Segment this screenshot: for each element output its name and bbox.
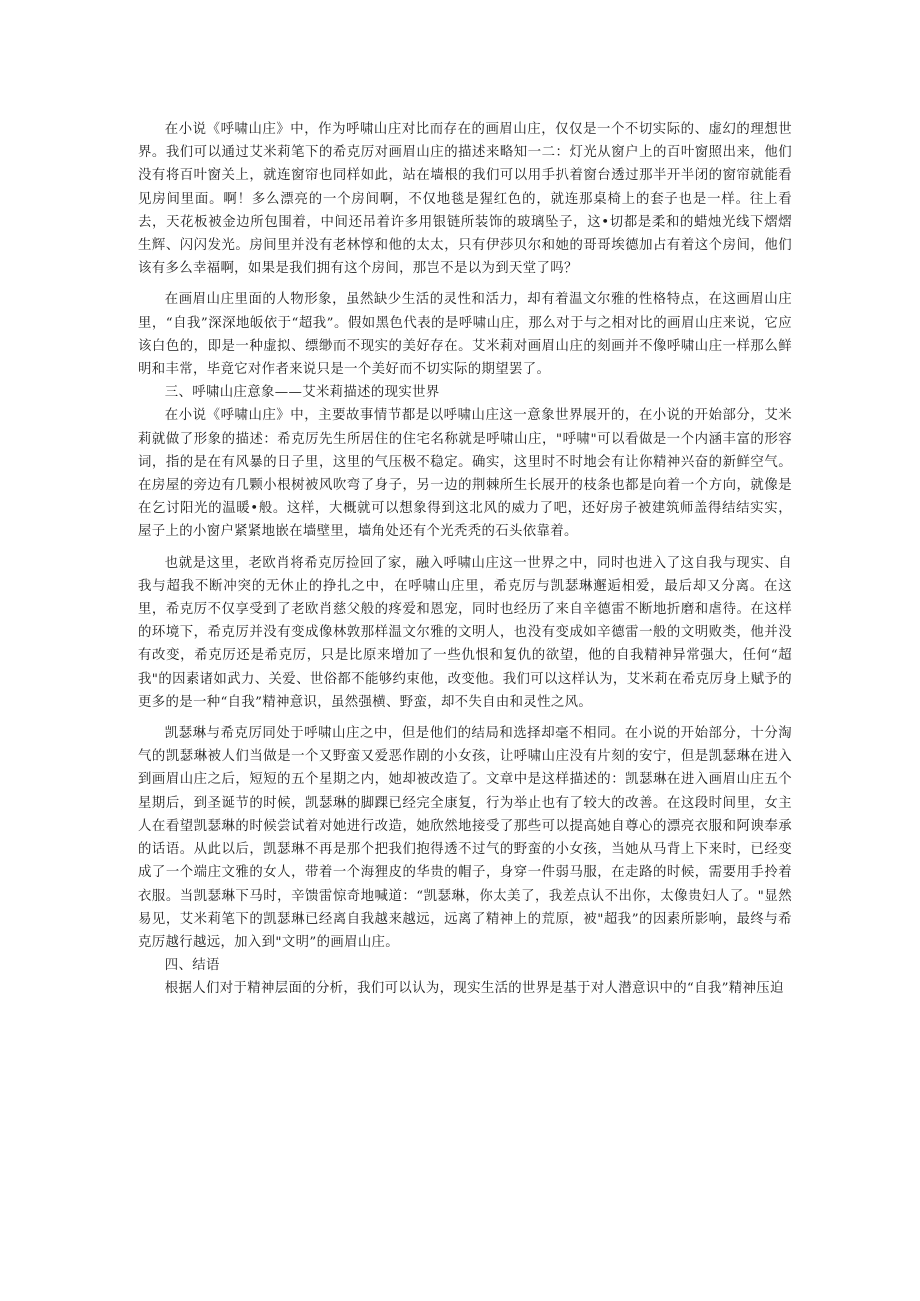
paragraph-conclusion: 根据人们对于精神层面的分析，我们可以认为，现实生活的世界是基于对人潜意识中的“自我”精神压迫 — [164, 981, 784, 997]
paragraph-wuthering-heights-imagery: 在小说《呼啸山庄》中，主要故事情节都是以呼啸山庄这一意象世界展开的，在小说的开始部分，艾米莉就做了形象的描述：希克厉先生所居住的住宅名称就是呼啸山庄，"呼啸"可以看做是一个内涵丰富的形容词，指的是在有风暴的日子里，这里的气压极不稳定。确实，这里时不时地会有让你精神兴奋的新鲜空气。在房屋的旁边有几颗小根树被风吹弯了身子，另一边的荆棘所生长展开的枝条也都是向着一个方向，就像是在乞讨阳光的温暖•般。这样，大概就可以想象得到这北风的威力了吧，还好房子被建筑师盖得结结实实，屋子上的小窗户紧紧地嵌在墙壁里，墙角处还有个光秃秃的石头依靠着。 — [138, 408, 792, 540]
paragraph-catherine: 凯瑟琳与希克厉同处于呼啸山庄之中，但是他们的结局和选择却毫不相同。在小说的开始部分，十分淘气的凯瑟琳被人们当做是一个又野蛮又爱恶作剧的小女孩，让呼啸山庄没有片刻的安宁，但是凯瑟琳在进入到画眉山庄之后，短短的五个星期之内，她却被改造了。文章中是这样描述的：凯瑟琳在进入画眉山庄五个星期后，到圣诞节的时候，凯瑟琳的脚踝已经完全康复，行为举止也有了较大的改善。在这段时间里，女主人在看望凯瑟琳的时候尝试着对她进行改造，她欣然地接受了那些可以提高她自尊心的漂亮衣服和阿谀奉承的话语。从此以后，凯瑟琳不再是那个把我们抱得透不过气的野蛮的小女孩，当她从马背上下来时，已经变成了一个端庄文雅的女人，带着一个海狸皮的华贵的帽子，身穿一件弱马服，在走路的时候，需要用手拎着衣服。当凯瑟琳下马时，辛馈雷惊奇地喊道：“凯瑟琳，你太美了，我差点认不出你，太像贵妇人了。"显然易见，艾米莉笔下的凯瑟琳已经离自我越来越远，远离了精神上的荒原，被"超我”的因素所影响，最终与希克厉越行越远，加入到"文明”的画眉山庄。 — [138, 726, 792, 950]
section-heading-four: 四、结语 — [164, 958, 220, 974]
document-page — [138, 118, 792, 1001]
paragraph-heathcliff: 也就是这里，老欧肖将希克厉捡回了家，融入呼啸山庄这一世界之中，同时也进入了这自我与现实、自我与超我不断冲突的无休止的挣扎之中，在呼啸山庄里，希克厉与凯瑟琳邂逅相爱，最后却又分离。在这里，希克厉不仅享受到了老欧肖慈父般的疼爱和恩宠，同时也经历了来自辛德雷不断地折磨和虐待。在这样的环境下，希克厉并没有变成像林敦那样温文尔雅的文明人，也没有变成如辛德雷一般的文明败类，他并没有改变，希克厉还是希克厉，只是比原来增加了一些仇恨和复仇的欲望，他的自我精神异常强大，任何“超我"的因素诸如武力、关爱、世俗都不能够约束他，改变他。我们可以这样认为，艾米莉在希克厉身上赋予的更多的是一种“自我”精神意识，虽然强横、野蛮，却不失自由和灵性之风。 — [138, 555, 792, 710]
section-heading-three: 三、呼啸山庄意象——艾米莉描述的现实世界 — [164, 385, 440, 401]
paragraph-thrushcross-description: 在小说《呼啸山庄》中，作为呼啸山庄对比而存在的画眉山庄，仅仅是一个不切实际的、虚幻的理想世界。我们可以通过艾米莉笔下的希克厉对画眉山庄的描述来略知一二：灯光从窗户上的百叶窗照出来，他们没有将百叶窗关上，就连窗帘也同样如此，站在墙根的我们可以用手扒着窗台透过那半开半闭的窗帘就能看见房间里面。啊！多么漂亮的一个房间啊，不仅地毯是猩红色的，就连那桌椅上的套子也是一样。往上看去，天花板被金边所包围着，中间还吊着许多用银链所装饰的玻璃坠子，这•切都是柔和的蜡烛光线下熠熠生辉、闪闪发光。房间里并没有老林惇和他的太太，只有伊莎贝尔和她的哥哥埃德加占有着这个房间，他们该有多么幸福啊，如果是我们拥有这个房间，那岂不是以为到天堂了吗？ — [138, 122, 792, 277]
paragraph-thrushcross-characters: 在画眉山庄里面的人物形象，虽然缺少生活的灵性和活力，却有着温文尔雅的性格特点，在这画眉山庄里，“自我”深深地皈依于“超我”。假如黑色代表的是呼啸山庄，那么对于与之相对比的画眉山庄来说，它应该白色的，即是一种虚拟、缥缈而不现实的美好存在。艾米莉对画眉山庄的刻画并不像呼啸山庄一样那么鲜明和丰常，毕竟它对作者来说只是一个美好而不切实际的期望罢了。 — [138, 292, 792, 378]
